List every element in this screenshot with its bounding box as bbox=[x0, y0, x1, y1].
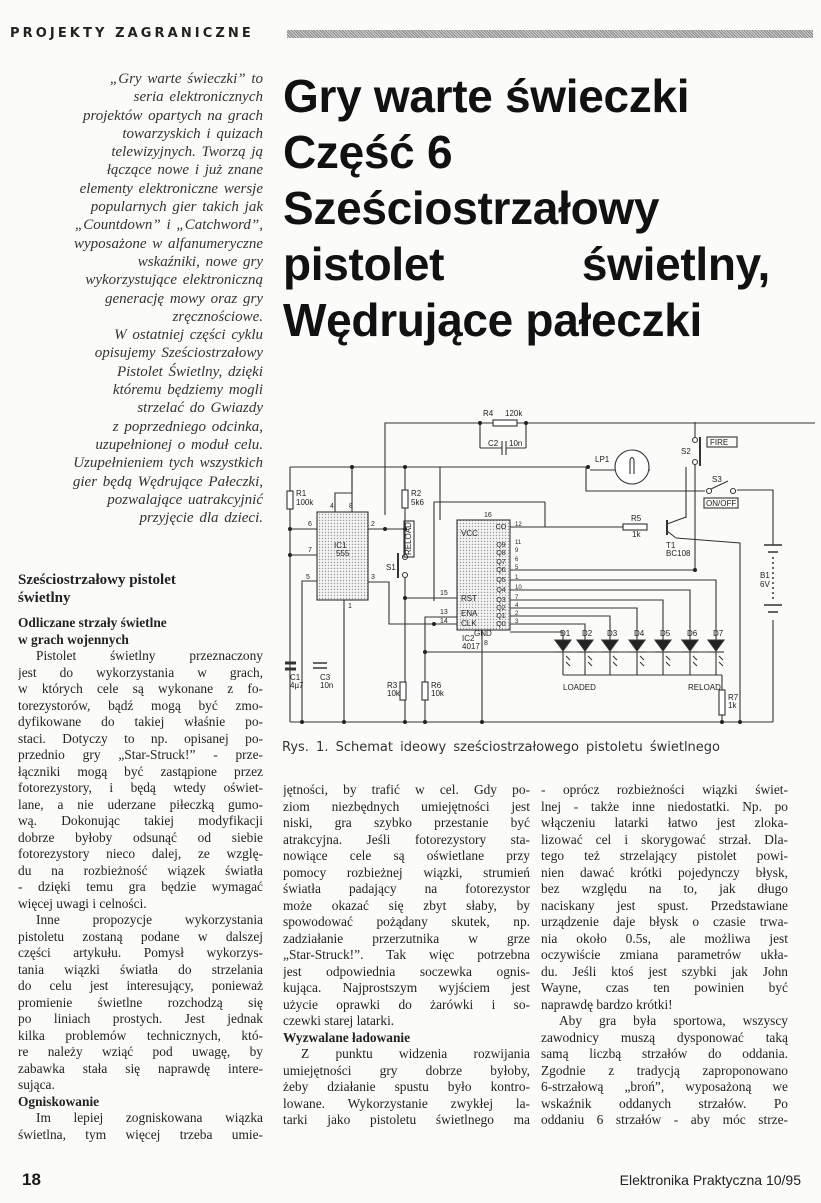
section-heading: świetlny bbox=[18, 590, 71, 606]
label-fire: FIRE bbox=[710, 438, 729, 447]
label-c2v: 10n bbox=[509, 439, 523, 448]
ic2-output-label: Q6 bbox=[496, 567, 506, 574]
intro-line: projektów opartych na grach bbox=[82, 107, 263, 124]
diode-label: D3 bbox=[607, 629, 618, 638]
title-line: Wędrujące pałeczki bbox=[283, 294, 702, 346]
ic2-output-label: Q0 bbox=[496, 621, 506, 628]
led-diode bbox=[555, 640, 571, 675]
body-text-line: tarki jako pistoletu świetlnego ma bbox=[283, 1112, 530, 1127]
led-diode bbox=[682, 640, 698, 675]
ic1-pin-number: 7 bbox=[308, 547, 312, 554]
ic2-output-pin: 10 bbox=[515, 585, 522, 591]
body-text-line: „Star-Struck!”. Tak więc potrzebna bbox=[283, 947, 530, 962]
led-diode bbox=[708, 640, 724, 675]
ic2-output-pin: 4 bbox=[515, 603, 519, 609]
magazine-issue: Elektronika Praktyczna 10/95 bbox=[619, 1172, 801, 1188]
label-r2: R2 bbox=[411, 489, 422, 498]
text-column-2 bbox=[283, 782, 530, 1129]
intro-line: Uzupełnieniem tych wszystkich bbox=[73, 455, 263, 472]
label-r5v: 1k bbox=[632, 530, 641, 539]
label-r7: R7 bbox=[728, 693, 739, 702]
label-t1: T1 bbox=[666, 541, 676, 550]
wires bbox=[290, 422, 815, 722]
lamp-lp1 bbox=[615, 450, 649, 484]
body-text-line: przednio gry „Star-Struck!” - prze- bbox=[18, 747, 263, 762]
ic2-output-label: Q5 bbox=[496, 577, 506, 584]
label-s2: S2 bbox=[681, 447, 691, 456]
label-r3v: 10k bbox=[387, 689, 400, 698]
label-c3v: 10n bbox=[320, 681, 334, 690]
body-text-line: nia około 0.5s, ale możliwa jest bbox=[541, 930, 788, 946]
intro-line: telewizyjnych. Tworzą ją bbox=[111, 144, 263, 161]
body-text-line: Zgodnie z tradycją zaproponowano bbox=[541, 1062, 788, 1078]
label-ic2v: 4017 bbox=[462, 642, 480, 651]
intro-line: elementy elektroniczne wersje bbox=[79, 180, 263, 197]
body-text-line: żeby działanie spustu było kontro- bbox=[283, 1079, 530, 1094]
body-text-line: - oprócz rozbieżności wiązki świet- bbox=[541, 782, 788, 797]
transistor-t1 bbox=[667, 517, 686, 538]
body-text-line: wą. Dokonując takiej modyfikacji bbox=[18, 813, 263, 828]
intro-line: seria elektronicznych bbox=[133, 89, 263, 106]
ic1-pin-number: 8 bbox=[349, 503, 353, 510]
body-text-line: tego też strzelający pistolet powi- bbox=[541, 848, 788, 863]
ic1-pin-number: 6 bbox=[308, 521, 312, 528]
ic2-pin-number: 13 bbox=[440, 609, 448, 616]
label-r2v: 5k6 bbox=[411, 498, 424, 507]
body-text-line: zabawka stała się naprawdę intere- bbox=[18, 1060, 263, 1076]
body-text-line: torezystorów, bądź mogą być zmo- bbox=[18, 697, 263, 713]
ic2-output-label: Q3 bbox=[496, 597, 506, 604]
label-reload-switch: RELOAD bbox=[404, 522, 413, 555]
body-text-line: lnej - także inne niedostatki. Np. po bbox=[541, 798, 788, 814]
ic2-output-pin: 9 bbox=[515, 548, 519, 554]
intro-line: Pistolet Świetlny, dzięki bbox=[116, 363, 263, 380]
body-text-line: bez względu na to, jak długo bbox=[541, 881, 788, 896]
intro-line: popularnych gier takich jak bbox=[90, 199, 263, 216]
label-r5: R5 bbox=[631, 514, 642, 523]
ic2-output-label: Q2 bbox=[496, 605, 506, 612]
resistor-r6 bbox=[422, 682, 428, 700]
ic2-output-label: CO bbox=[495, 524, 507, 531]
section-heading: Sześciostrzałowy pistolet bbox=[18, 572, 176, 588]
resistor-r1 bbox=[287, 491, 293, 509]
title-line: pistolet świetlny, bbox=[283, 238, 770, 290]
ic2-output-pin: 12 bbox=[515, 522, 522, 528]
body-text-line: Pistolet świetlny przeznaczony bbox=[36, 648, 263, 663]
body-text-line: lane, a nie uderzane piłeczką gumo- bbox=[18, 796, 263, 812]
section-heading: w grach wojennych bbox=[18, 631, 129, 647]
ic1-pin-number: 4 bbox=[330, 503, 334, 510]
body-text-line: wskaźnik oddanych strzałów. Po bbox=[541, 1095, 788, 1111]
body-text-line: Z punktu widzenia rozwijania bbox=[301, 1046, 530, 1061]
body-text-line: nowiące cele są oświetlane przy bbox=[283, 848, 530, 863]
body-text-line: atrakcyjna. Jeśli fotorezystory sta- bbox=[283, 831, 530, 847]
body-text-line: zawodnicy muszą dysponować taką bbox=[541, 1029, 788, 1045]
body-text-line: lowane. Wykorzystanie zwykłej la- bbox=[283, 1095, 530, 1111]
body-text-line: naprawdę bardzo krótki! bbox=[541, 996, 673, 1012]
ic2-output-pin: 6 bbox=[515, 557, 519, 563]
title-line: Część 6 bbox=[283, 126, 453, 178]
label-ena: ENA bbox=[461, 609, 478, 618]
label-s3: S3 bbox=[712, 475, 722, 484]
label-r7v: 1k bbox=[728, 701, 737, 710]
ic2-output-label: Q1 bbox=[496, 613, 506, 620]
resistor-r4 bbox=[493, 420, 517, 426]
ic2-output-label: Q9 bbox=[496, 542, 506, 549]
body-text-line: świetlna, tym więcej trzeba umie- bbox=[18, 1126, 263, 1142]
label-r4: R4 bbox=[483, 409, 494, 418]
body-text-line: kilka problemów technicznych, któ- bbox=[18, 1027, 263, 1043]
ic2-output-pin: 5 bbox=[515, 565, 519, 571]
ic1-pin-number: 1 bbox=[348, 603, 352, 610]
body-text-line: części artykułu. Pomysł wykorzys- bbox=[18, 945, 263, 960]
label-ic1: IC1 bbox=[334, 541, 347, 550]
label-r3: R3 bbox=[387, 681, 398, 690]
label-ic1v: 555 bbox=[336, 549, 350, 558]
label-rst: RST bbox=[461, 594, 477, 603]
body-text-line: Inne propozycje wykorzystania bbox=[36, 912, 263, 927]
label-c3: C3 bbox=[320, 673, 331, 682]
label-vcc: VCC bbox=[461, 529, 478, 538]
ic2-output-pin: 2 bbox=[515, 611, 519, 617]
article-title bbox=[283, 68, 770, 348]
ic2-output-label: Q7 bbox=[496, 559, 506, 566]
intro-line: towarzyskich i quizach bbox=[122, 125, 263, 142]
section-heading: Ogniskowanie bbox=[18, 1093, 100, 1109]
body-text-line: jest do wykorzystania w grach, bbox=[18, 664, 263, 680]
switch-s2 bbox=[693, 437, 701, 466]
body-text-line: jętności, by trafić w cel. Gdy po- bbox=[283, 782, 530, 797]
label-r6: R6 bbox=[431, 681, 442, 690]
led-row bbox=[555, 640, 724, 675]
section-heading: Odliczane strzały świetlne bbox=[18, 615, 167, 630]
body-text-line: więcej uwagi i celności. bbox=[18, 895, 147, 911]
body-text-line: fotorezystory nieco dalej, ze wzglę- bbox=[18, 846, 263, 861]
label-ic2: IC2 bbox=[462, 634, 475, 643]
body-text-line: Wayne, czas ten powinien być bbox=[541, 980, 788, 995]
diode-label: D1 bbox=[560, 629, 571, 638]
section-header: PROJEKTY ZAGRANICZNE bbox=[10, 26, 254, 41]
header-decorative-bar bbox=[287, 30, 813, 38]
body-text-line: ziom niezbędnych umiejętności jest bbox=[283, 798, 530, 814]
intro-line: uzupełnionej o moduł celu. bbox=[95, 436, 263, 453]
body-text-line: samą liczbą strzałów do oddania. bbox=[541, 1046, 788, 1061]
body-text-line: oczywiście zmiana parametrów ukła- bbox=[541, 947, 788, 962]
label-s1: S1 bbox=[386, 563, 396, 572]
body-text-line: dobrze byłoby odsunąć od siebie bbox=[18, 829, 263, 845]
body-text-line: w których cele są wykonane z fo- bbox=[18, 681, 263, 696]
intro-line: gier będą Wędrujące Pałeczki, bbox=[72, 473, 263, 490]
body-text-line: światła padający na fotorezystor bbox=[283, 881, 530, 896]
body-text-line: pomocy rozbieżnej wiązki, strumień bbox=[283, 864, 530, 880]
intro-line: łączące nowe i już znane bbox=[106, 162, 263, 179]
intro-line: przyjęcie dla dzieci. bbox=[139, 510, 263, 527]
body-text-line: promienie świetlne rozchodzą się bbox=[18, 994, 263, 1010]
page-number: 18 bbox=[22, 1170, 41, 1189]
intro-line: „Gry warte świeczki” to bbox=[109, 71, 263, 87]
intro-line: generację mowy oraz gry bbox=[104, 290, 263, 307]
body-text-line: tania wiązki światła do strzelania bbox=[18, 961, 263, 977]
body-text-line: kująca. Najprostszym wyjściem jest bbox=[283, 980, 530, 995]
body-text-line: du na rozbieżność wiązek światła bbox=[18, 862, 263, 878]
label-c2: C2 bbox=[488, 439, 499, 448]
intro-line: pozwalające uatrakcyjnić bbox=[107, 491, 263, 508]
body-text-line: włączeniu latarki łatwo jest zloka- bbox=[541, 815, 788, 830]
body-text-line: re należy wziąć pod uwagę, by bbox=[18, 1044, 263, 1059]
label-r6v: 10k bbox=[431, 689, 444, 698]
figure-caption: Rys. 1. Schemat ideowy sześciostrzałowego pistoletu świetlnego bbox=[282, 740, 720, 755]
diode-label: D5 bbox=[660, 629, 671, 638]
body-text-line: nien dawać krótki pojedynczy błysk, bbox=[541, 864, 788, 880]
title-line: Gry warte świeczki bbox=[283, 70, 690, 122]
ic2-pin-number: 16 bbox=[484, 512, 492, 519]
body-text-line: du. Jeśli ktoś jest szybki jak John bbox=[541, 963, 788, 979]
body-text-line: 6-strzałową „broń”, wyposażoną we bbox=[541, 1079, 788, 1094]
body-text-line: naciskany jest spust. Przedstawiane bbox=[541, 897, 788, 913]
intro-line: z poprzedniego odcinka, bbox=[112, 418, 263, 435]
body-text-line: do celu jest interesujący, ponieważ bbox=[18, 978, 263, 993]
ic2-output-pin: 3 bbox=[515, 619, 519, 625]
ic2-pin-number: 14 bbox=[440, 618, 448, 625]
body-text-line: lizować cel i skorygować strzał. Dla- bbox=[541, 831, 788, 847]
intro-line: zręcznościowe. bbox=[172, 308, 263, 325]
label-t1v: BC108 bbox=[666, 549, 691, 558]
intro-line: W ostatniej części cyklu bbox=[114, 327, 263, 344]
label-r4v: 120k bbox=[505, 409, 523, 418]
body-text-line: czewki starej latarki. bbox=[283, 1013, 395, 1028]
diode-label: D6 bbox=[687, 629, 698, 638]
diode-label: D4 bbox=[634, 629, 645, 638]
resistor-r3 bbox=[400, 682, 406, 700]
led-diode bbox=[602, 640, 618, 675]
label-r1v: 100k bbox=[296, 498, 314, 507]
ic2-output-label: Q4 bbox=[496, 587, 506, 594]
body-text-line: łączniki mogą być zastąpione przez bbox=[18, 763, 263, 779]
label-c1: C1 bbox=[290, 673, 301, 682]
body-text-line: może okazać się zbyt słaby, by bbox=[283, 897, 530, 913]
text-column-3 bbox=[541, 782, 788, 1129]
ic2-output-pin: 1 bbox=[515, 575, 519, 581]
diode-label: D7 bbox=[713, 629, 724, 638]
label-lp1: LP1 bbox=[595, 455, 610, 464]
intro-lead bbox=[14, 70, 263, 527]
label-onoff: ON/OFF bbox=[706, 499, 737, 508]
body-text-line: użycie oprawki do żarówki i so- bbox=[283, 996, 530, 1012]
label-clk: CLK bbox=[461, 619, 477, 628]
text-column-1 bbox=[18, 571, 263, 1143]
label-loaded: LOADED bbox=[563, 683, 596, 692]
diode-label: D2 bbox=[582, 629, 593, 638]
intro-line: wyposażone w alfanumeryczne bbox=[74, 235, 263, 252]
body-text-line: niski, gra szybko przestanie być bbox=[283, 815, 530, 830]
ic2-output-pin: 11 bbox=[515, 540, 522, 546]
intro-line: wykorzystujące elektroniczną bbox=[85, 272, 263, 289]
led-diode bbox=[629, 640, 645, 675]
label-gnd: GND bbox=[474, 629, 492, 638]
intro-line: któremu będziemy mogli bbox=[112, 382, 263, 399]
ic2-pin-number: 8 bbox=[484, 640, 488, 647]
body-text-line: urządzenie daje błysk o czasie trwa- bbox=[541, 914, 788, 929]
intro-line: opisujemy Sześciostrzałowy bbox=[94, 345, 263, 362]
body-text-line: spowodować pożądany skutek, np. bbox=[283, 914, 530, 929]
body-text-line: Im lepiej zogniskowana wiązka bbox=[36, 1110, 263, 1125]
resistor-r7 bbox=[719, 690, 725, 715]
ic1-pin-number: 2 bbox=[371, 521, 375, 528]
section-heading: Wyzwalane ładowanie bbox=[283, 1029, 411, 1045]
body-text-line: oddaniu 6 strzałów - aby móc strze- bbox=[541, 1112, 788, 1127]
body-text-line: sująca. bbox=[18, 1077, 55, 1092]
body-text-line: staci. Dotyczy to np. opisanej po- bbox=[18, 730, 263, 746]
body-text-line: zadziałanie przerzutnika w grze bbox=[283, 930, 530, 946]
body-text-line: - dzięki temu gra będzie wymagać bbox=[18, 879, 263, 894]
label-b1v: 6V bbox=[760, 580, 770, 589]
title-line: Sześciostrzałowy bbox=[283, 182, 660, 234]
body-text-line: Aby gra była sportowa, wszyscy bbox=[559, 1013, 788, 1028]
intro-line: wskaźniki, nowe gry bbox=[137, 253, 263, 270]
circuit-schematic bbox=[282, 405, 817, 735]
body-text-line: pistoletu zostaną podane w dalszej bbox=[18, 928, 263, 944]
label-b1: B1 bbox=[760, 571, 770, 580]
resistor-r2 bbox=[402, 490, 408, 508]
body-text-line: fotorezystory, i będą wtedy oświet- bbox=[18, 780, 263, 795]
body-text-line: dyfikowane do takiej właśnie po- bbox=[18, 714, 263, 729]
led-diode bbox=[655, 640, 671, 675]
intro-line: strzelać do Gwiazdy bbox=[137, 400, 263, 417]
body-text-line: po liniach prostych. Jest jednak bbox=[18, 1011, 263, 1026]
intro-line: „Countdown” i „Catchword”, bbox=[74, 217, 263, 234]
ic1-pin-number: 5 bbox=[306, 574, 310, 581]
body-text-line: jest odpowiednia soczewka ognis- bbox=[283, 963, 530, 979]
led-diode bbox=[577, 640, 593, 675]
capacitor-c3 bbox=[313, 663, 327, 668]
ic2-output-label: Q8 bbox=[496, 550, 506, 557]
label-r1: R1 bbox=[296, 489, 307, 498]
body-text-line: umiejętności gry dobrze byłoby, bbox=[283, 1062, 530, 1078]
ic2-output-pin: 7 bbox=[515, 595, 519, 601]
label-c1v: 4µ7 bbox=[290, 681, 304, 690]
ic2-pin-number: 15 bbox=[440, 590, 448, 597]
label-reload: RELOAD bbox=[688, 683, 721, 692]
ic1-pin-number: 3 bbox=[371, 574, 375, 581]
